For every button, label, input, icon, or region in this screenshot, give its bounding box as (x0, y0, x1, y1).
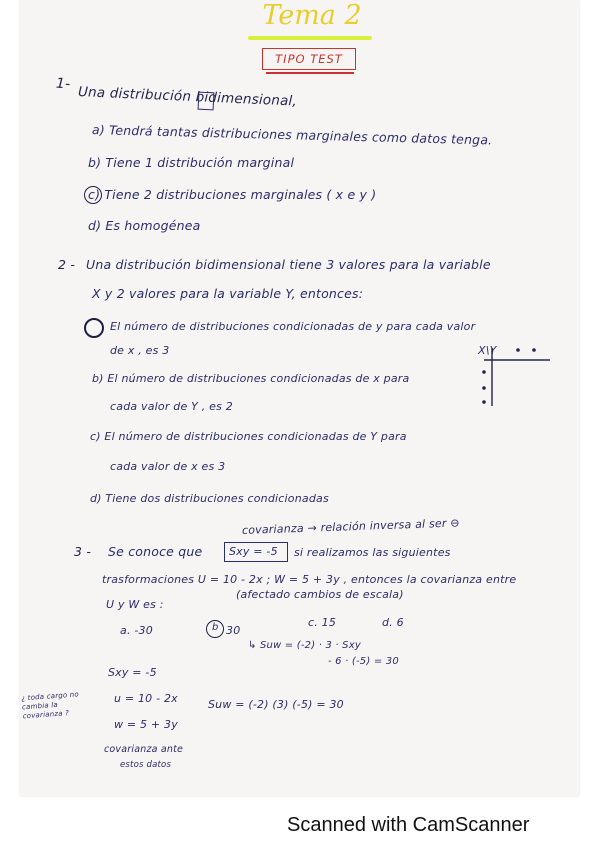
q3-number: 3 - (74, 544, 92, 559)
working-bottom1: covarianza ante (104, 744, 184, 755)
q2-option-a-line1: El número de distribuciones condicionadas de y para cada valor (110, 320, 476, 333)
working-result: Suw = (-2) (3) (-5) = 30 (208, 698, 344, 711)
subtitle-label: TIPO TEST (275, 52, 343, 66)
scanned-page (20, 0, 579, 796)
q3-calc-line1: ↳ Suw = (-2) · 3 · Sxy (248, 640, 361, 651)
q2-option-c-line2: cada valor de x es 3 (110, 460, 226, 473)
highlighter-underline (248, 36, 372, 40)
q3-option-b-letter: b (212, 622, 219, 633)
q2-option-d: d) Tiene dos distribuciones condicionadas (90, 492, 329, 505)
q3-boxed-value (224, 542, 288, 562)
q3-stem-tail: si realizamos las siguientes (294, 546, 451, 559)
q2-answer-circle (84, 318, 104, 338)
subtitle-box (262, 48, 356, 70)
q3-option-d: d. 6 (382, 616, 404, 629)
q1-option-b: b) Tiene 1 distribución marginal (88, 155, 295, 170)
q1-stem-box (198, 92, 215, 111)
q2-option-c-line1: c) El número de distribuciones condicionadas de Y para (90, 430, 407, 443)
q3-stem: Se conoce que (108, 544, 203, 559)
q3-stem-line3: U y W es : (106, 598, 164, 611)
q3-stem-line2: trasformaciones U = 10 - 2x ; W = 5 + 3y , entonces la covarianza entre (102, 573, 517, 586)
q2-stem-line2: X y 2 valores para la variable Y, entonces: (92, 286, 364, 301)
q1-stem: Una distribución bidimensional, (77, 84, 298, 110)
q2-option-b-line1: b) El número de distribuciones condicionadas de x para (92, 372, 410, 385)
subtitle-underline (266, 72, 354, 74)
q2-sketch (468, 340, 558, 410)
q3-note-above: covarianza → relación inversa al ser ⊖ (241, 516, 460, 537)
working-line2: u = 10 - 2x (114, 692, 178, 705)
q3-scale-note: (afectado cambios de escala) (236, 588, 404, 601)
q1-option-d: d) Es homogénea (88, 218, 201, 233)
working-line1: Sxy = -5 (108, 666, 157, 679)
working-bottom2: estos datos (120, 760, 172, 770)
q2-option-a-line2: de x , es 3 (110, 344, 170, 357)
q3-boxed-text: Sxy = -5 (229, 545, 278, 558)
q3-option-a: a. -30 (120, 624, 153, 637)
q2-stem: Una distribución bidimensional tiene 3 valores para la variable (86, 257, 491, 272)
q2-option-b-line2: cada valor de Y , es 2 (110, 400, 233, 413)
margin-note: ¿ toda cargo no cambia la covarianza ? (21, 690, 80, 721)
working-line3: w = 5 + 3y (114, 718, 178, 731)
page-title: Tema 2 (262, 0, 362, 31)
q2-sketch-label: X\Y (478, 344, 497, 357)
q3-calc-line2: - 6 · (-5) = 30 (328, 656, 399, 667)
q3-option-c: c. 15 (308, 616, 337, 629)
q1-number: 1- (55, 75, 71, 93)
scanner-watermark: Scanned with CamScanner (287, 814, 530, 836)
q3-option-b: 30 (226, 624, 241, 637)
q1-option-c: c) Tiene 2 distribuciones marginales ( x e y ) (88, 187, 377, 202)
q2-number: 2 - (58, 257, 76, 272)
q1-option-a: a) Tendrá tantas distribuciones marginales como datos tenga. (91, 122, 493, 148)
